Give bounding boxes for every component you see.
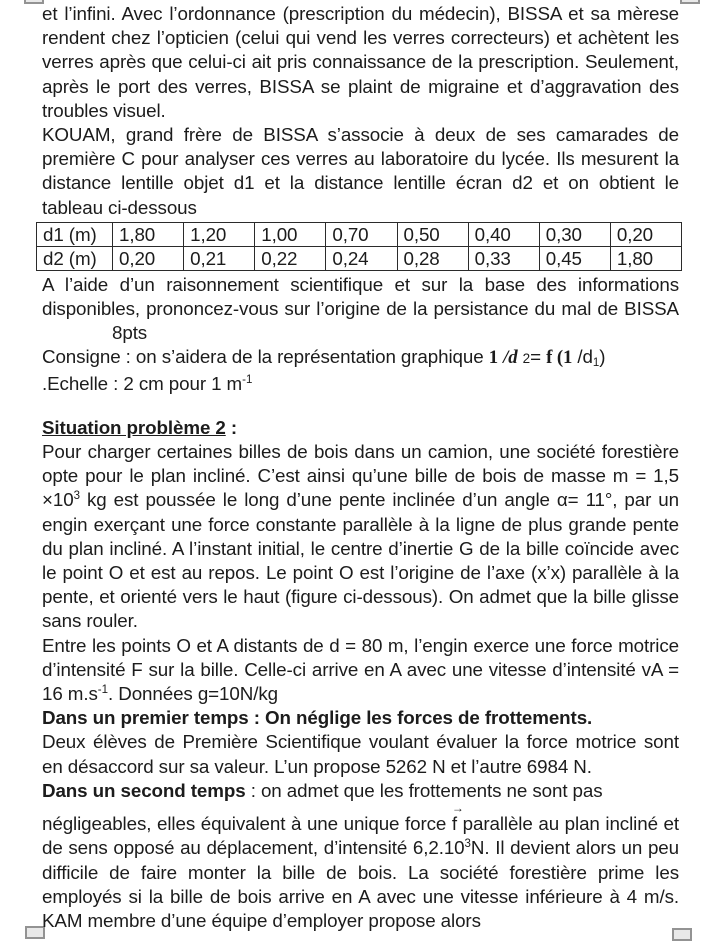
paragraph-plan-incline	[42, 440, 679, 634]
crop-handle-top-right[interactable]	[680, 0, 700, 4]
table-row-d1	[37, 222, 682, 246]
table-row-d2	[37, 246, 682, 270]
text-segment: N. Il devient alors un peu difficile de faire monter la bille de bois. La société forestière prime les employés si la bille de bois arrive en A avec une vitesse inférieure à 4 m/s. KAM membre d’une équipe d’employer propose alors	[42, 837, 679, 931]
second-temps-line	[42, 779, 679, 803]
vector-arrow-icon: →	[451, 801, 464, 816]
table-cell: 0,21	[184, 246, 255, 270]
text-segment: 1	[592, 357, 600, 370]
text-segment: 2	[522, 351, 531, 367]
consigne-line	[42, 345, 679, 371]
text-segment: /d	[503, 347, 518, 369]
table-cell: 0,40	[468, 222, 539, 246]
table-cell: 1,20	[184, 222, 255, 246]
table-cell: 0,70	[326, 222, 397, 246]
text-segment: f	[546, 347, 553, 369]
text-segment: 8pts	[112, 322, 148, 344]
document-text	[42, 2, 679, 933]
table-cell: 0,22	[255, 246, 326, 270]
text-segment: . Données g=10N/kg	[108, 683, 278, 705]
text-segment: Dans un second temps	[42, 779, 246, 801]
premier-temps-line: Dans un premier temps : On néglige les forces de frottements.	[42, 707, 593, 729]
table-cell: d1 (m)	[37, 222, 113, 246]
text-segment: )	[599, 346, 606, 368]
text-segment: négligeables, elles équivalent à une unique force	[42, 813, 452, 835]
echelle-line	[42, 372, 679, 396]
text-segment: =	[530, 346, 547, 368]
vector-f-symbol: → f	[451, 801, 464, 835]
text-segment: parallèle au plan incliné et de sens opposé au déplacement, d’intensité 6,2.10	[42, 813, 679, 859]
text-segment: : on admet que les frottements ne sont pas	[245, 779, 603, 801]
text-segment: 1	[563, 347, 573, 369]
text-segment: -1	[242, 373, 253, 386]
table-cell: 0,33	[468, 246, 539, 270]
table-cell: 1,80	[610, 246, 681, 270]
heading-title: Situation problème 2	[42, 416, 226, 438]
table-cell: 0,20	[610, 222, 681, 246]
paragraph-frottements	[42, 801, 679, 933]
text-segment: /d	[572, 346, 593, 368]
text-segment: 3	[464, 838, 471, 851]
text-segment: Consigne : on s’aidera de la représentation graphique	[42, 346, 489, 368]
heading-colon: :	[225, 416, 238, 438]
table-cell: 0,20	[113, 246, 184, 270]
table-cell: 0,24	[326, 246, 397, 270]
text-segment: .Echelle : 2 cm pour 1 m	[42, 372, 243, 394]
text-segment: Entre les points O et A distants de d = 80 m, l’engin exerce une force motrice d’intensité F sur la bille. Celle-ci arrive en A avec une vitesse d’intensité vA = 16 m.s	[42, 634, 679, 705]
table-cell: 0,30	[539, 222, 610, 246]
paragraph-question-8pts	[42, 273, 679, 346]
measurement-table	[36, 222, 682, 271]
paragraph-bissa-optician: et l’infini. Avec l’ordonnance (prescription du médecin), BISSA et sa mèrese rendent chez l’opticien (celui qui vend les verres correcteurs) et achètent les verres après que celui-ci ait pris connaissance de la prescription. Seulement, après le port des verres, BISSA se plaint de migraine et d’aggravation des troubles visuel.	[42, 3, 679, 121]
text-segment: 3	[73, 490, 80, 503]
text-segment: Pour charger certaines billes de bois dans un camion, une société forestière opte pour le plan incliné. C’est ainsi qu’une bille de bois de masse m = 1,5 ×10	[42, 441, 679, 511]
paragraph-kouam-experiment: KOUAM, grand frère de BISSA s’associe à deux de ses camarades de première C pour analyser ces verres au laboratoire du lycée. Ils mesurent la distance lentille objet d1 et la distance lentille écran d2 et on obtient le tableau ci-dessous	[42, 124, 679, 218]
text-segment: (	[552, 347, 563, 369]
table-cell: 0,45	[539, 246, 610, 270]
paragraph-deux-eleves: Deux élèves de Première Scientifique voulant évaluer la force motrice sont en désaccord sur sa valeur. L’un propose 5262 N et l’autre 6984 N.	[42, 731, 679, 777]
situation-probleme-2-heading	[42, 416, 679, 440]
text-segment: A l’aide d’un raisonnement scientifique et sur la base des informations disponibles, prononcez-vous sur l’origine de la persistance du mal de BISSA	[42, 273, 679, 320]
text-segment: -1	[97, 684, 108, 697]
text-segment: 1	[488, 347, 498, 369]
table-cell: 1,00	[255, 222, 326, 246]
text-segment: kg est poussée le long d’une pente inclinée d’un angle α= 11°, par un engin exerçant une force constante parallèle à la ligne de plus grande pente du plan incliné. A l’instant initial, le centre d’inertie G de la bille coïncide avec le point O et est au repos. Le point O est l’origine de l’axe (x’x) parallèle à la pente, et orienté vers le haut (figure ci-dessous). On admet que la bille glisse sans rouler.	[42, 489, 679, 632]
table-cell: 0,50	[397, 222, 468, 246]
table-cell: d2 (m)	[37, 246, 113, 270]
table-cell: 1,80	[113, 222, 184, 246]
table-cell: 0,28	[397, 246, 468, 270]
paragraph-points-oa	[42, 634, 679, 707]
crop-handle-top-left[interactable]	[24, 0, 44, 4]
